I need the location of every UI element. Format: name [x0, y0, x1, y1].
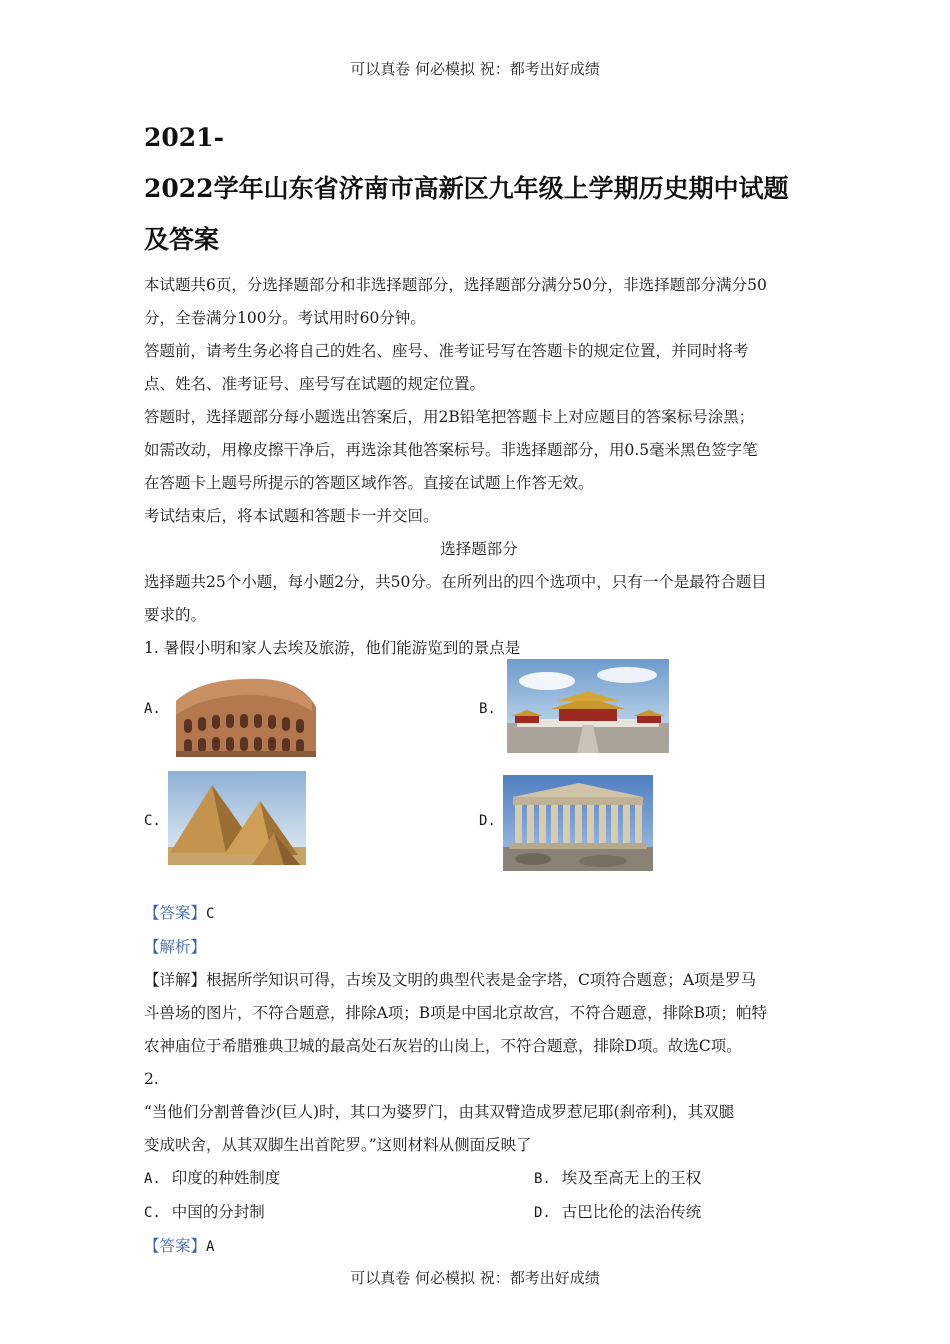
forbidden-city-image [507, 659, 669, 753]
q1-stem: 1. 暑假小明和家人去埃及旅游，他们能游览到的景点是 [144, 639, 521, 657]
q1-detail-line: 斗兽场的图片，不符合题意，排除A项；B项是中国北京故宫，不符合题意，排除B项；帕特 [144, 1004, 767, 1022]
content [144, 112, 814, 1264]
q2-options-row-2 [144, 1196, 814, 1230]
q1-option-b [479, 665, 814, 777]
answer-value: A [206, 1239, 215, 1255]
intro-line: 在答题卡上题号所提示的答题区域作答。直接在试题上作答无效。 [144, 474, 594, 492]
q2-answer [144, 1230, 814, 1264]
q1-option-a [144, 665, 479, 777]
answer-tag: 【答案】 [144, 904, 207, 922]
q1-analysis-tag: 【解析】 [144, 938, 207, 956]
title-line-2: 2022学年山东省济南市高新区九年级上学期历史期中试题 [144, 174, 789, 203]
intro [144, 269, 814, 533]
pyramids-image [168, 771, 306, 865]
answer-value: C [206, 906, 215, 922]
q2-options-row-1 [144, 1162, 814, 1196]
section-desc-line: 要求的。 [144, 606, 207, 624]
parthenon-image [503, 775, 653, 871]
q1-options-row-1 [144, 665, 814, 777]
option-label: B. [534, 1171, 551, 1187]
q1-options-row-2 [144, 777, 814, 897]
title-line-1: 2021- [144, 123, 224, 152]
intro-line: 本试题共6页，分选择题部分和非选择题部分，选择题部分满分50分，非选择题部分满分50 [144, 276, 767, 294]
option-text: 中国的分封制 [171, 1203, 265, 1221]
intro-line: 分，全卷满分100分。考试用时60分钟。 [144, 309, 426, 327]
answer-tag: 【答案】 [144, 1237, 207, 1255]
q1-answer [144, 897, 814, 931]
q1-detail-line: 农神庙位于希腊雅典卫城的最高处石灰岩的山岗上，不符合题意，排除D项。故选C项。 [144, 1037, 742, 1055]
q2-number: 2. [144, 1070, 159, 1088]
option-label: A. [144, 701, 161, 717]
q1-option-d [479, 777, 814, 897]
page-footer: 可以真卷 何必模拟 祝：都考出好成绩 [350, 1269, 600, 1287]
section-desc-line: 选择题共25个小题，每小题2分，共50分。在所列出的四个选项中，只有一个是最符合题目 [144, 573, 767, 591]
section-title: 选择题部分 [440, 540, 518, 558]
q2-option-d [534, 1196, 701, 1230]
intro-line: 点、姓名、准考证号、座号写在试题的规定位置。 [144, 375, 486, 393]
option-text: 古巴比伦的法治传统 [561, 1203, 702, 1221]
option-label: C. [144, 813, 161, 829]
option-label: B. [479, 701, 496, 717]
option-text: 埃及至高无上的王权 [561, 1169, 702, 1187]
intro-line: 答题前，请考生务必将自己的姓名、座号、准考证号写在答题卡的规定位置，并同时将考 [144, 342, 749, 360]
intro-line: 考试结束后，将本试题和答题卡一并交回。 [144, 507, 439, 525]
q1-option-c [144, 777, 479, 897]
intro-line: 如需改动，用橡皮擦干净后，再选涂其他答案标号。非选择题部分，用0.5毫米黑色签字笔 [144, 441, 758, 459]
option-label: C. [144, 1205, 161, 1221]
option-label: D. [479, 813, 496, 829]
page-header: 可以真卷 何必模拟 祝：都考出好成绩 [350, 60, 600, 78]
q2-stem-line: 变成吠舍，从其双脚生出首陀罗。”这则材料从侧面反映了 [144, 1136, 532, 1154]
q2-stem-line: “当他们分割普鲁沙(巨人)时，其口为婆罗门，由其双臂造成罗惹尼耶(刹帝利)，其双腿 [144, 1103, 735, 1121]
q2-option-c [144, 1196, 534, 1230]
option-text: 印度的种姓制度 [171, 1169, 281, 1187]
q2-option-b [534, 1162, 701, 1196]
intro-line: 答题时，选择题部分每小题选出答案后，用2B铅笔把答题卡上对应题目的答案标号涂黑； [144, 408, 755, 426]
option-label: D. [534, 1205, 551, 1221]
colosseum-image [172, 671, 316, 757]
title-line-3: 及答案 [144, 225, 220, 254]
q2-option-a [144, 1162, 534, 1196]
q1-detail-line: 【详解】根据所学知识可得，古埃及文明的典型代表是金字塔，C项符合题意；A项是罗马 [144, 971, 757, 989]
option-label: A. [144, 1171, 161, 1187]
